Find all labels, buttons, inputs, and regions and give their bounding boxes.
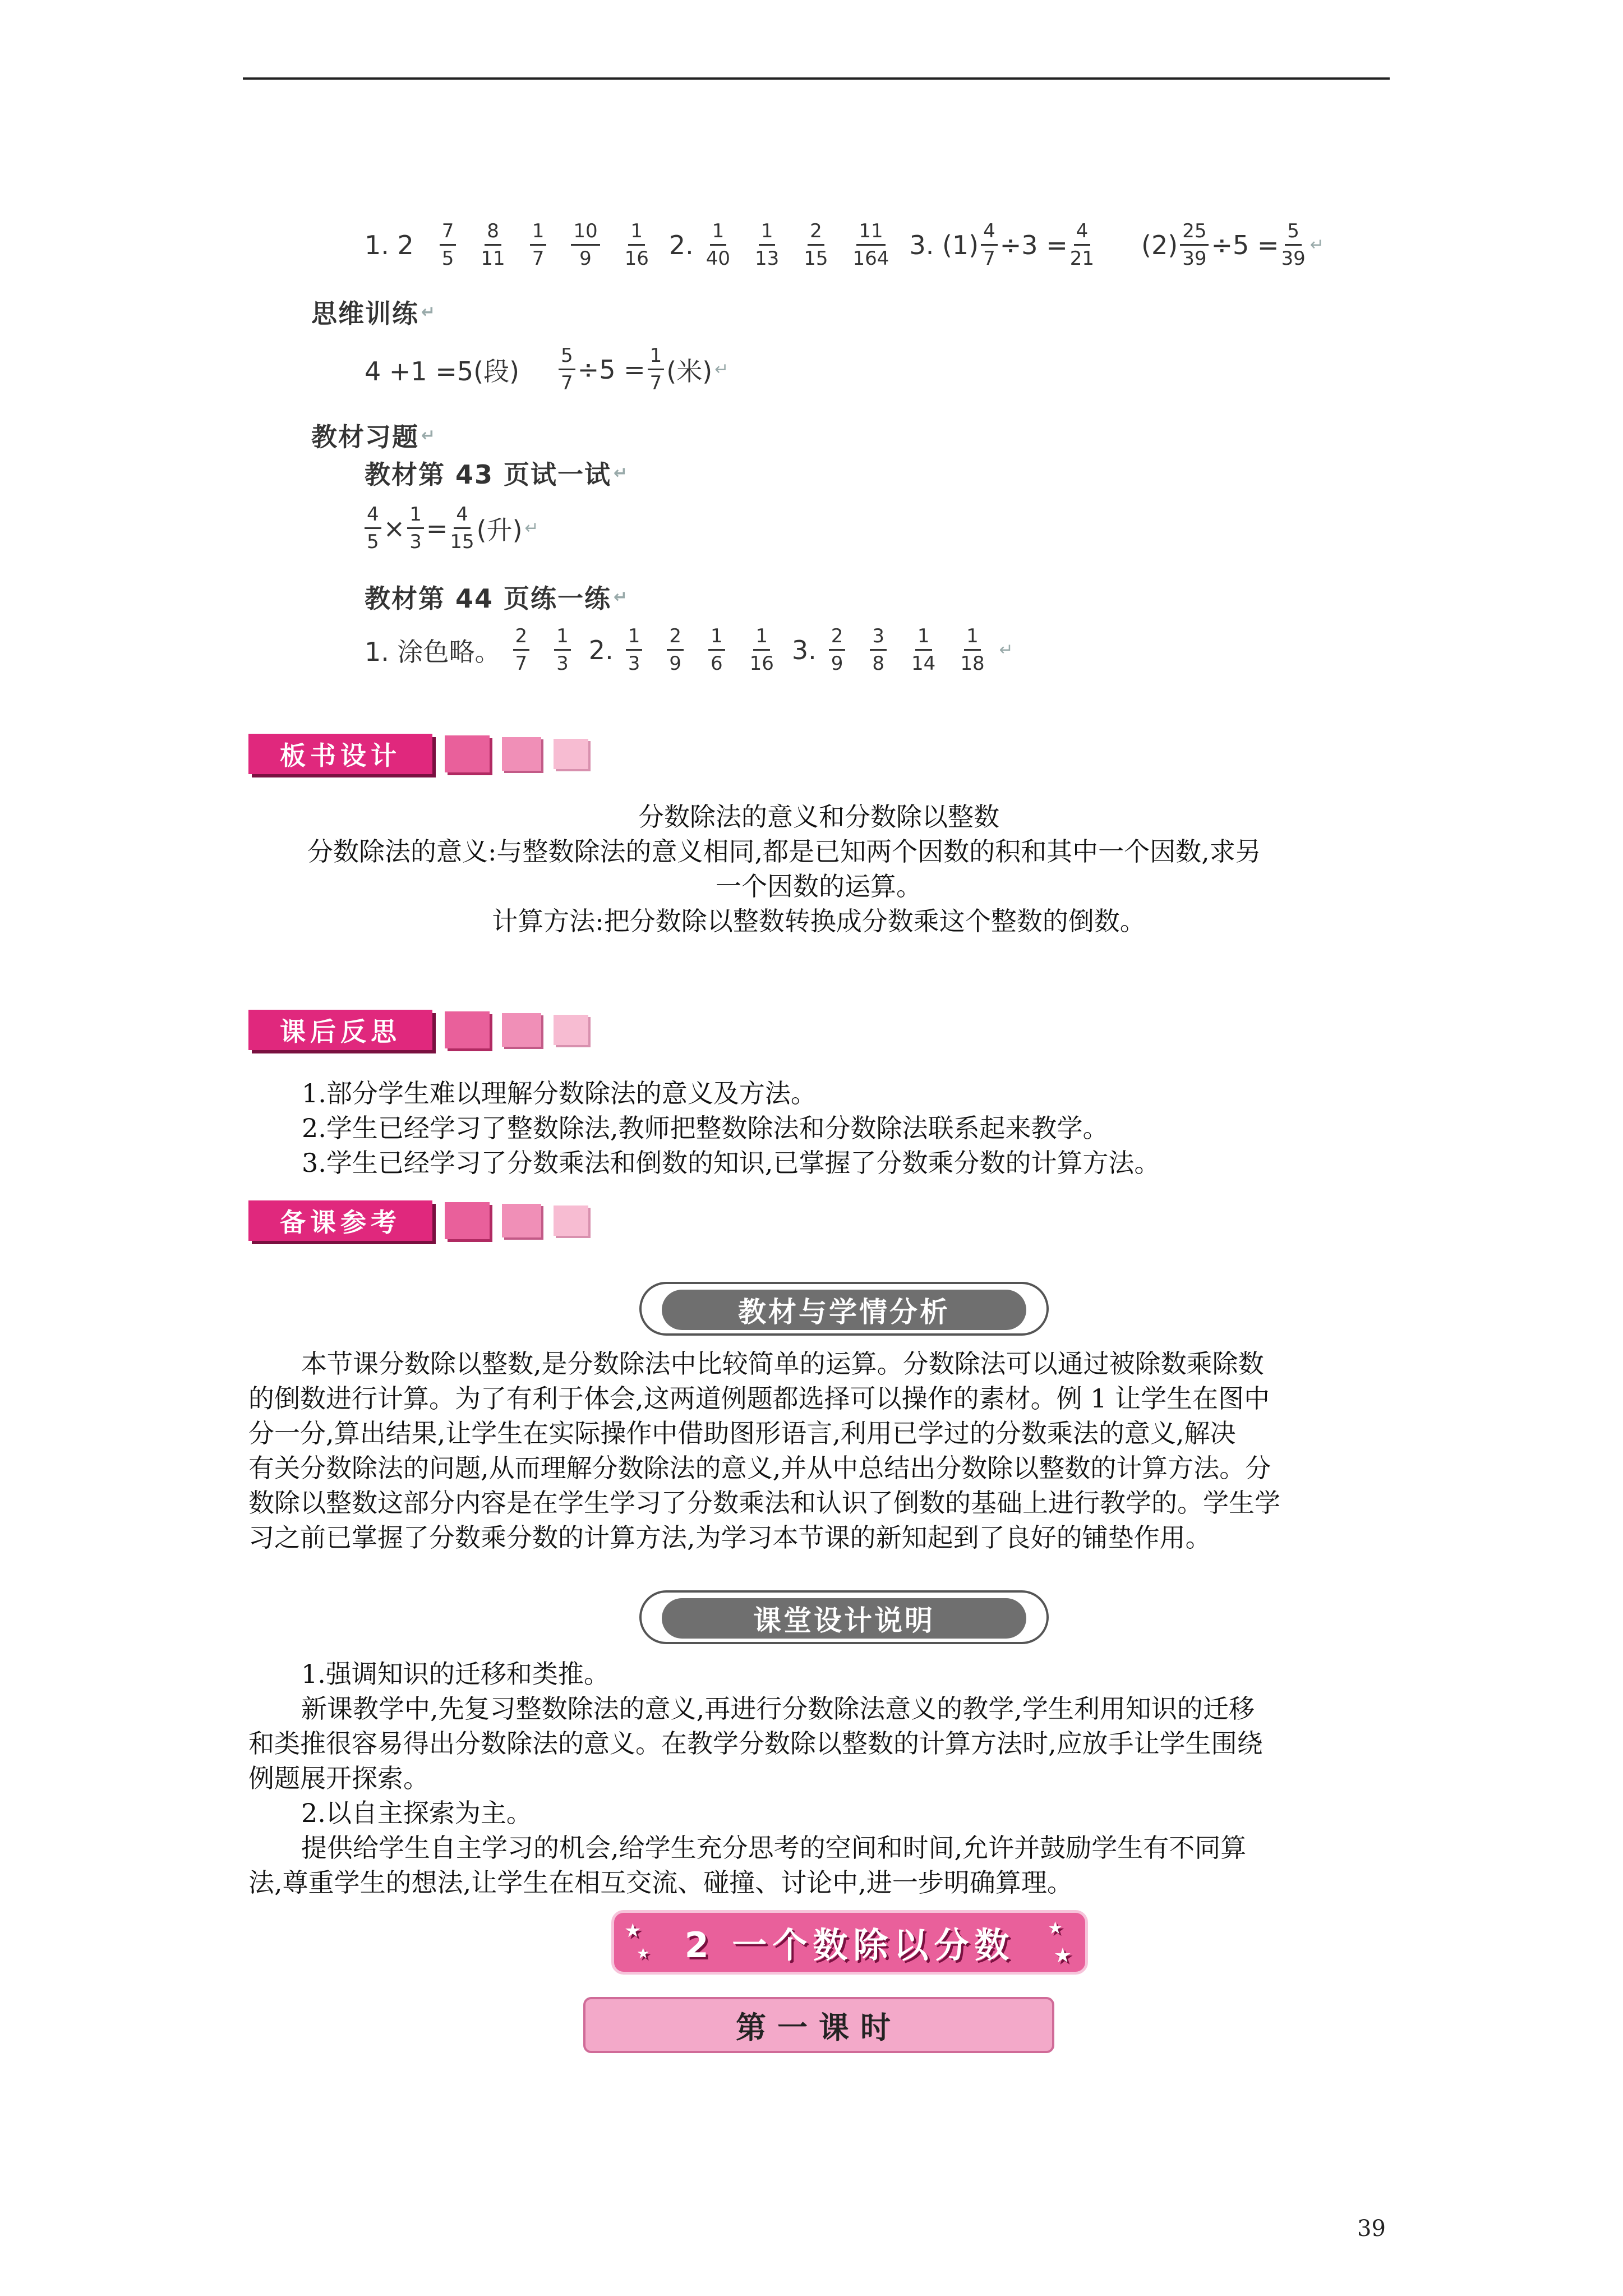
board-line-3: 计算方法:把分数除以整数转换成分数乘这个整数的倒数。 <box>492 906 1146 936</box>
answer-part-3: 3. <box>791 634 817 665</box>
operator: ÷5 = <box>577 354 645 385</box>
return-mark-icon: ↵ <box>714 360 729 379</box>
star-icon: ★ <box>624 1920 647 1942</box>
return-mark-icon: ↵ <box>999 640 1013 660</box>
fraction: $\frac{1}{6}$ <box>708 627 725 673</box>
page44-label: 教材第 44 页练一练 ↵ <box>365 583 629 614</box>
unit: (米) <box>666 356 713 386</box>
answer-line-1 <box>365 222 1324 268</box>
page43-label: 教材第 43 页试一试 ↵ <box>365 459 629 490</box>
paragraph-line: 1.强调知识的迁移和类推。 <box>301 1659 610 1689</box>
unit: (升) <box>476 514 523 545</box>
fraction: $\frac{3}{8}$ <box>870 627 887 673</box>
list-item: 2.学生已经学习了整数除法,教师把整数除法和分数除法联系起来教学。 <box>302 1113 1109 1143</box>
siwei-label: 思维训练 ↵ <box>311 298 437 329</box>
fraction: $\frac{10}{9}$ <box>571 222 600 268</box>
fraction: $\frac{11}{164}$ <box>852 220 889 270</box>
decor-block <box>445 1202 490 1239</box>
analysis-paragraph <box>248 1346 1393 1555</box>
fraction: $\frac{1}{14}$ <box>911 625 936 675</box>
star-icon: ★ <box>1053 1944 1077 1967</box>
paragraph-line: 新课教学中,先复习整数除法的意义,再进行分数除法意义的教学,学生利用知识的迁移 <box>301 1694 1255 1724</box>
paragraph-line: 提供给学生自主学习的机会,给学生充分思考的空间和时间,允许并鼓励学生有不同算 <box>301 1833 1247 1863</box>
fraction: $\frac{4}{21}$ <box>1069 220 1095 270</box>
operator: ÷3 = <box>999 229 1068 260</box>
fraction: $\frac{1}{7}$ <box>530 222 547 268</box>
paragraph-line: 习之前已掌握了分数乘分数的计算方法,为学习本节课的新知起到了良好的铺垫作用。 <box>248 1522 1211 1553</box>
return-mark-icon: ↵ <box>614 463 629 483</box>
list-item: 1.部分学生难以理解分数除法的意义及方法。 <box>302 1078 817 1108</box>
answer-part-3: 3. (1) <box>909 229 979 260</box>
fraction: $\frac{2}{9}$ <box>829 627 846 673</box>
operator: × <box>383 513 405 544</box>
siwei-line <box>365 346 728 393</box>
answer-part-4: (2) <box>1141 229 1178 260</box>
board-title: 分数除法的意义和分数除以整数 <box>638 802 999 832</box>
fraction: $\frac{2}{9}$ <box>667 627 684 673</box>
paragraph-line: 法,尊重学生的想法,让学生在相互交流、碰撞、讨论中,进一步明确算理。 <box>248 1867 1073 1898</box>
return-mark-icon: ↵ <box>421 302 437 322</box>
operator: ÷5 = <box>1211 229 1279 260</box>
answer-line-44 <box>365 627 1013 673</box>
lesson-banner <box>611 1910 1088 1975</box>
siwei-text: 4 +1 =5(段) <box>365 356 520 386</box>
decor-block <box>445 735 490 772</box>
return-mark-icon: ↵ <box>421 425 437 445</box>
paragraph-line: 数除以整数这部分内容是在学生学习了分数乘法和认识了倒数的基础上进行教学的。学生学 <box>248 1488 1280 1518</box>
fraction: $\frac{8}{11}$ <box>481 220 505 270</box>
fraction: $\frac{25}{39}$ <box>1180 222 1209 268</box>
design-paragraph <box>248 1657 1393 1900</box>
fraction: $\frac{4}{7}$ <box>981 222 998 268</box>
paragraph-line: 本节课分数除以整数,是分数除法中比较简单的运算。分数除法可以通过被除数乘除数 <box>301 1349 1264 1379</box>
jiaocai-label: 教材习题 ↵ <box>311 422 437 452</box>
answer-part-1: 1. 2 <box>365 229 414 260</box>
calc43-line <box>365 505 539 551</box>
decor-block <box>554 739 588 769</box>
fraction: $\frac{1}{3}$ <box>626 627 643 673</box>
section-tag-label: 课后反思 <box>248 1010 432 1050</box>
paragraph-line: 例题展开探索。 <box>248 1763 429 1793</box>
header-rule <box>243 77 1390 80</box>
fraction: $\frac{1}{3}$ <box>554 627 571 673</box>
section-tag-board <box>248 734 588 774</box>
fraction: $\frac{1}{3}$ <box>407 505 424 551</box>
star-icon: ★ <box>637 1945 656 1962</box>
operator: = <box>426 513 448 544</box>
fraction: $\frac{1}{18}$ <box>960 625 985 675</box>
paragraph-line: 有关分数除法的问题,从而理解分数除法的意义,并从中总结出分数除以整数的计算方法。分 <box>248 1453 1271 1483</box>
fraction: $\frac{2}{7}$ <box>513 627 530 673</box>
answer-part-1: 1. 涂色略。 <box>365 636 501 667</box>
decor-block <box>445 1011 490 1048</box>
answer-block <box>311 220 1374 693</box>
return-mark-icon: ↵ <box>1310 235 1324 255</box>
decor-block <box>502 1204 541 1237</box>
paragraph-line: 2.以自主探索为主。 <box>301 1798 532 1828</box>
section-tag-label: 板书设计 <box>248 734 432 774</box>
board-line-1: 分数除法的意义:与整数除法的意义相同,都是已知两个因数的积和其中一个因数,求另 <box>307 836 1261 867</box>
answer-part-2: 2. <box>588 634 614 665</box>
return-mark-icon: ↵ <box>524 518 539 538</box>
paragraph-line: 的倒数进行计算。为了有利于体会,这两道例题都选择可以操作的素材。例 1 让学生在图中 <box>248 1383 1270 1414</box>
return-mark-icon: ↵ <box>614 587 629 607</box>
period-banner <box>583 1997 1054 2053</box>
star-icon: ★ <box>1048 1918 1068 1938</box>
decor-block <box>502 1013 541 1047</box>
fraction: $\frac{2}{15}$ <box>804 220 828 270</box>
fraction: $\frac{5}{39}$ <box>1281 220 1306 270</box>
fraction: $\frac{1}{16}$ <box>624 220 649 270</box>
paragraph-line: 和类推很容易得出分数除法的意义。在教学分数除以整数的计算方法时,应放手让学生围绕 <box>248 1728 1263 1759</box>
decor-block <box>554 1205 588 1236</box>
reflection-list <box>302 1076 1390 1180</box>
analysis-heading-label: 教材与学情分析 <box>662 1290 1026 1330</box>
design-heading <box>639 1590 1049 1644</box>
period-banner-title: 第一课时 <box>736 2009 902 2045</box>
fraction: $\frac{4}{15}$ <box>450 503 474 553</box>
decor-block <box>554 1015 588 1045</box>
fraction: $\frac{4}{5}$ <box>365 505 381 551</box>
board-line-2: 一个因数的运算。 <box>716 871 922 901</box>
fraction: $\frac{1}{13}$ <box>755 220 780 270</box>
fraction: $\frac{1}{7}$ <box>648 346 665 393</box>
fraction: $\frac{5}{7}$ <box>559 346 575 393</box>
section-tag-prep <box>248 1200 588 1241</box>
answer-part-2: 2. <box>668 229 694 260</box>
paragraph-line: 分一分,算出结果,让学生在实际操作中借助图形语言,利用已学过的分数乘法的意义,解决 <box>248 1418 1236 1448</box>
page-number: 39 <box>1357 2216 1386 2242</box>
design-heading-label: 课堂设计说明 <box>662 1598 1026 1639</box>
fraction: $\frac{7}{5}$ <box>440 222 457 268</box>
decor-block <box>502 737 541 771</box>
section-tag-label: 备课参考 <box>248 1200 432 1241</box>
fraction: $\frac{1}{16}$ <box>749 625 774 675</box>
fraction: $\frac{1}{40}$ <box>706 220 731 270</box>
list-item: 3.学生已经学习了分数乘法和倒数的知识,已掌握了分数乘分数的计算方法。 <box>302 1148 1160 1178</box>
analysis-heading <box>639 1282 1049 1336</box>
section-tag-reflect <box>248 1010 588 1050</box>
lesson-banner-title: 2 一个数除以分数 <box>684 1925 1015 1966</box>
